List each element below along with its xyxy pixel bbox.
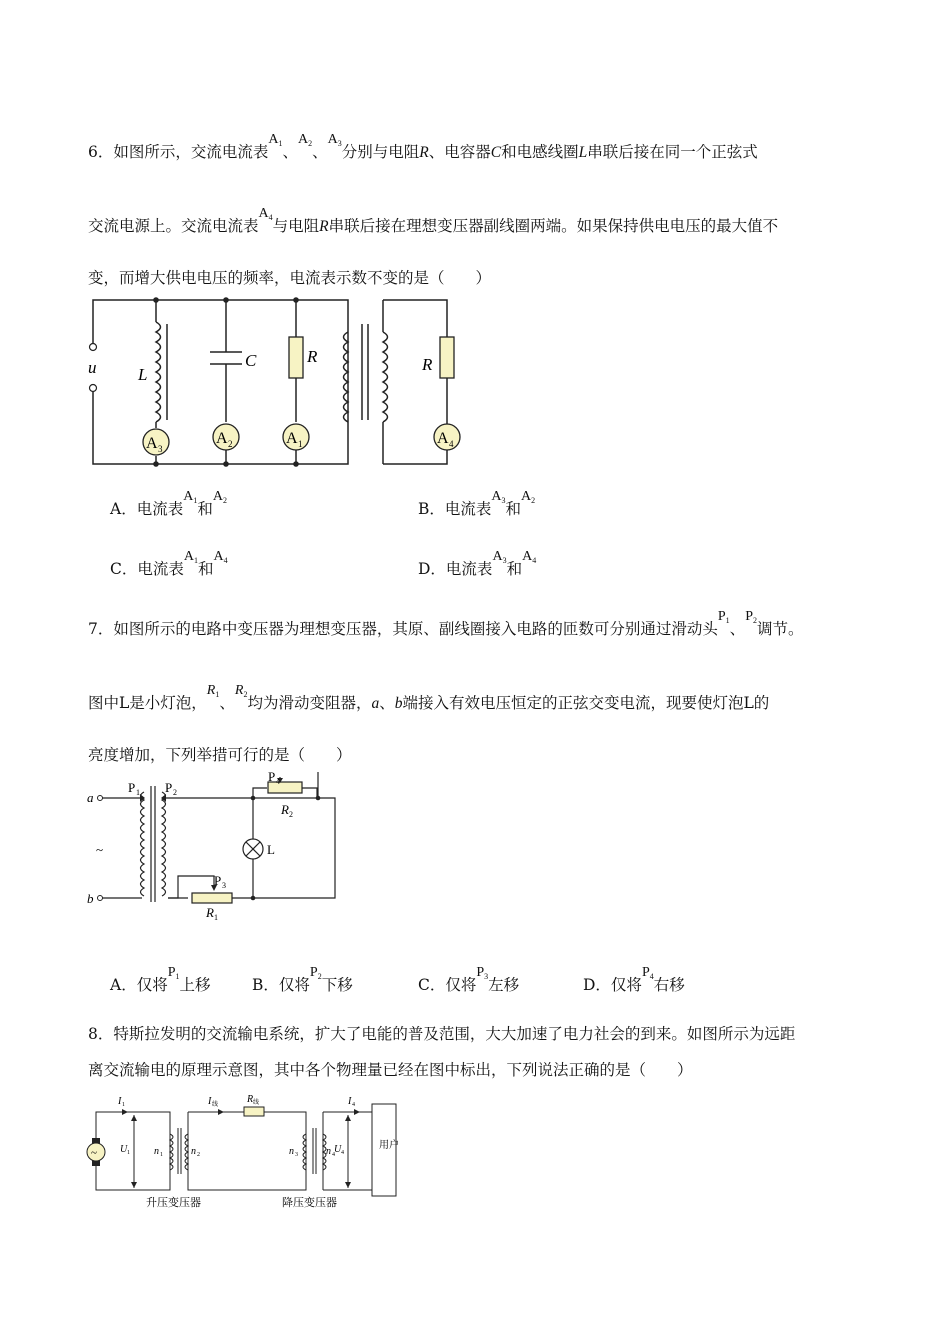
q7-line-1: 7．如图所示的电路中变压器为理想变压器，其原、副线圈接入电路的匝数可分别通过滑动头$P^1$、$P^2$调节。	[88, 609, 804, 638]
svg-text:1: 1	[127, 1150, 130, 1156]
svg-text:U: U	[334, 1144, 342, 1155]
svg-text:n: n	[154, 1146, 159, 1157]
svg-text:a: a	[87, 790, 94, 805]
q7-option-c[interactable]: C．仅将$P^3$左移	[418, 965, 520, 994]
svg-text:A: A	[146, 435, 158, 452]
svg-text:用户: 用户	[379, 1140, 399, 1151]
svg-text:1: 1	[122, 1102, 125, 1108]
svg-text:R: R	[281, 802, 289, 817]
q8-line-1: 8．特斯拉发明的交流输电系统，扩大了电能的普及范围，大大加速了电力社会的到来。如图所示为远距	[88, 1025, 796, 1043]
svg-text:1: 1	[136, 788, 140, 797]
q6-option-a[interactable]: A．电流表$A^1$和$A^2$	[110, 489, 227, 518]
q7-option-b[interactable]: B．仅将$P^2$下移	[252, 965, 353, 994]
svg-text:C: C	[245, 351, 257, 370]
svg-text:线: 线	[212, 1102, 219, 1108]
svg-text:I: I	[348, 1096, 352, 1107]
svg-text:1: 1	[298, 439, 303, 449]
svg-text:L: L	[138, 365, 148, 384]
svg-text:n: n	[289, 1146, 294, 1157]
svg-text:1: 1	[214, 913, 218, 922]
svg-text:~: ~	[91, 1147, 97, 1159]
ammeter-a1-symbol: $A^1$	[268, 132, 283, 148]
svg-text:R: R	[247, 1094, 254, 1105]
svg-text:3: 3	[295, 1152, 298, 1158]
ammeter-a4-symbol: $A^4$	[258, 206, 273, 222]
svg-text:4: 4	[352, 1102, 355, 1108]
q6-line-2: 交流电源上。交流电流表$A^4$与电阻R串联后接在理想变压器副线圈两端。如果保持供电电压的最大值不	[88, 206, 779, 235]
svg-text:P: P	[165, 780, 173, 795]
svg-text:2: 2	[289, 810, 293, 819]
q7-line-2: 图中L是小灯泡，$R^1$、$R^2$均为滑动变阻器，a、b端接入有效电压恒定的正弦交变电流，现要使灯泡L的	[88, 683, 770, 712]
q7-option-a[interactable]: A．仅将$P^1$上移	[110, 965, 211, 994]
svg-text:P: P	[268, 772, 276, 784]
svg-text:2: 2	[197, 1152, 200, 1158]
svg-text:4: 4	[276, 777, 280, 786]
svg-text:1: 1	[160, 1152, 163, 1158]
svg-text:b: b	[87, 891, 94, 906]
svg-text:A: A	[286, 430, 298, 447]
svg-text:3: 3	[222, 881, 226, 890]
svg-text:降压变压器: 降压变压器	[282, 1197, 337, 1209]
svg-text:P: P	[214, 873, 222, 888]
q6-circuit-diagram	[80, 292, 480, 477]
q6-option-d[interactable]: D．电流表$A^3$和$A^4$	[418, 549, 537, 578]
svg-text:P: P	[128, 780, 136, 795]
svg-text:R: R	[422, 355, 433, 374]
q6-line-3: 变，而增大供电电压的频率，电流表示数不变的是（ ）	[88, 269, 492, 287]
q6-option-b[interactable]: B．电流表$A^3$和$A^2$	[418, 489, 536, 518]
q7-option-d[interactable]: D．仅将$P^4$右移	[583, 965, 685, 994]
svg-text:A: A	[437, 430, 449, 447]
q6-line-1: 6．如图所示，交流电流表$A^1$、$A^2$、$A^3$分别与电阻R、电容器C和电感线圈L串联后接在同一个正弦式	[88, 132, 758, 161]
svg-text:I: I	[118, 1096, 122, 1107]
q7-line-3: 亮度增加，下列举措可行的是（ ）	[88, 746, 352, 764]
q6-option-c[interactable]: C．电流表$A^1$和$A^4$	[110, 549, 228, 578]
svg-text:A: A	[216, 430, 228, 447]
svg-text:4: 4	[341, 1150, 344, 1156]
svg-text:n: n	[326, 1146, 331, 1157]
q8-line-2: 离交流输电的原理示意图，其中各个物理量已经在图中标出，下列说法正确的是（ ）	[88, 1061, 693, 1079]
svg-text:线: 线	[253, 1100, 260, 1106]
svg-text:I: I	[208, 1096, 212, 1107]
svg-text:2: 2	[228, 439, 233, 449]
svg-text:4: 4	[332, 1152, 335, 1158]
svg-text:2: 2	[173, 788, 177, 797]
svg-text:~: ~	[96, 842, 104, 857]
svg-text:R: R	[307, 347, 318, 366]
svg-text:3: 3	[158, 444, 163, 454]
svg-text:u: u	[88, 358, 97, 377]
ammeter-a2-symbol: $A^2$	[298, 132, 313, 148]
q8-transmission-diagram	[84, 1090, 404, 1212]
svg-text:升压变压器: 升压变压器	[146, 1197, 201, 1209]
svg-text:R: R	[206, 905, 214, 920]
svg-text:n: n	[191, 1146, 196, 1157]
svg-text:4: 4	[449, 439, 454, 449]
ammeter-a3-symbol: $A^3$	[327, 132, 342, 148]
svg-text:U: U	[120, 1144, 128, 1155]
svg-text:L: L	[267, 842, 275, 857]
q7-circuit-diagram	[82, 772, 352, 922]
